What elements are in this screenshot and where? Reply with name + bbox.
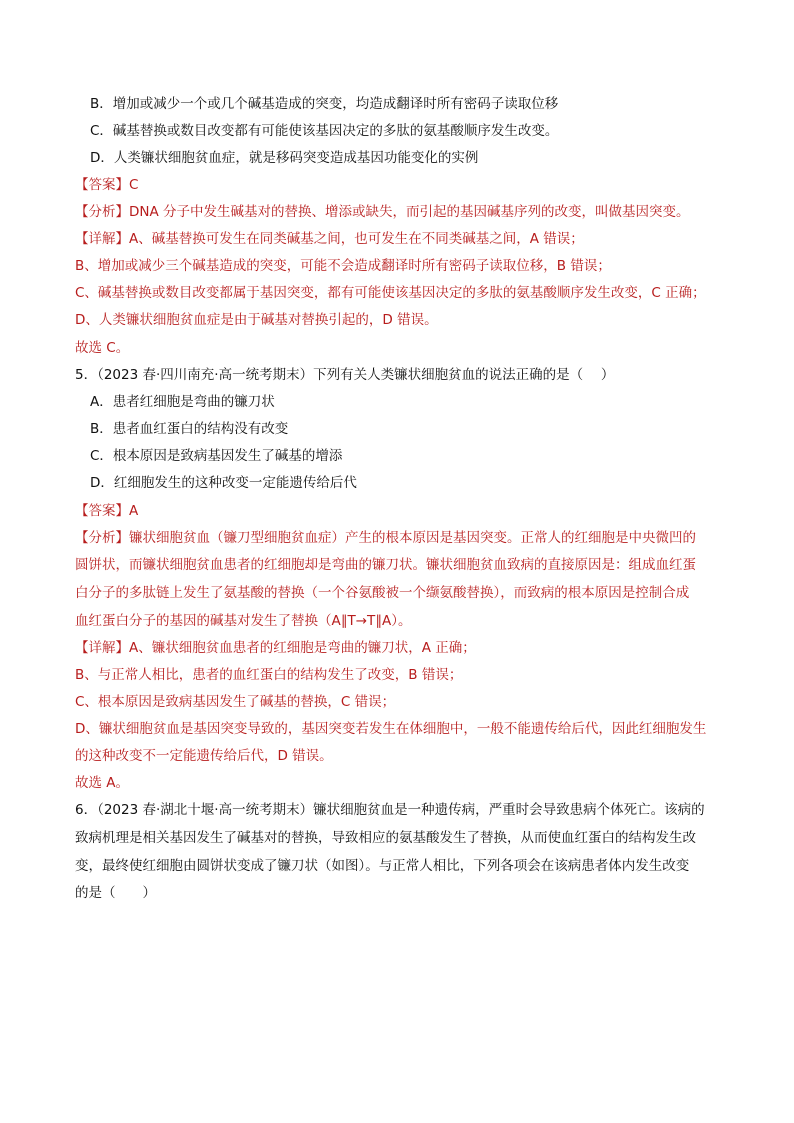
q5-option-c: C．根本原因是致病基因发生了碱基的增添 xyxy=(90,448,343,464)
q4-detail-d: D、人类镰状细胞贫血症是由于碱基对替换引起的，D 错误。 xyxy=(75,312,438,328)
q5-option-b: B．患者血红蛋白的结构没有改变 xyxy=(90,421,289,437)
analysis-text: 镰状细胞贫血（镰刀型细胞贫血症）产生的根本原因是基因突变。正常人的红细胞是中央微凹的 xyxy=(129,530,696,546)
detail-tag: 【详解】 xyxy=(75,640,129,656)
q5-stem: 5．（2023 春·四川南充·高一统考期末）下列有关人类镰状细胞贫血的说法正确的是（ ） xyxy=(75,367,615,383)
analysis-text: DNA 分子中发生碱基对的替换、增添或缺失，而引起的基因碱基序列的改变，叫做基因突变。 xyxy=(129,204,690,220)
answer-value: A xyxy=(129,503,139,519)
q4-option-c: C．碱基替换或数目改变都有可能使该基因决定的多肽的氨基酸顺序发生改变。 xyxy=(90,123,559,139)
q4-option-d: D．人类镰状细胞贫血症，就是移码突变造成基因功能变化的实例 xyxy=(90,150,479,166)
detail-text: A、镰状细胞贫血患者的红细胞是弯曲的镰刀状，A 正确； xyxy=(129,640,476,656)
detail-tag: 【详解】 xyxy=(75,231,129,247)
q4-detail-c: C、碱基替换或数目改变都属于基因突变，都有可能使该基因决定的多肽的氨基酸顺序发生改变，C 正确； xyxy=(75,285,706,301)
q4-detail-a xyxy=(75,229,724,249)
q5-detail-d-2: 的这种改变不一定能遗传给后代，D 错误。 xyxy=(75,748,333,764)
answer-value: C xyxy=(129,177,139,193)
q5-detail-d-1: D、镰状细胞贫血是基因突变导致的，基因突变若发生在体细胞中，一般不能遗传给后代，因此红细胞发生 xyxy=(75,721,707,737)
answer-tag: 【答案】 xyxy=(75,503,129,519)
q4-detail-b: B、增加或减少三个碱基造成的突变，可能不会造成翻译时所有密码子读取位移，B 错误； xyxy=(75,258,611,274)
answer-tag: 【答案】 xyxy=(75,177,129,193)
q6-stem-4: 的是（ ） xyxy=(75,885,156,901)
q4-answer xyxy=(75,175,724,195)
q5-analysis-4: 血红蛋白分子的基因的碱基对发生了替换（A∥T→T∥A）。 xyxy=(75,613,412,629)
q5-answer xyxy=(75,501,724,521)
q4-analysis xyxy=(75,202,724,222)
q4-option-b: B．增加或减少一个或几个碱基造成的突变，均造成翻译时所有密码子读取位移 xyxy=(90,96,559,112)
detail-text: A、碱基替换可发生在同类碱基之间，也可发生在不同类碱基之间，A 错误； xyxy=(129,231,584,247)
q5-option-a: A．患者红细胞是弯曲的镰刀状 xyxy=(90,394,275,410)
analysis-tag: 【分析】 xyxy=(75,530,129,546)
q5-conclusion: 故选 A。 xyxy=(75,775,130,791)
q5-analysis-1 xyxy=(75,528,724,548)
q5-detail-a xyxy=(75,638,724,658)
q6-stem-1: 6．（2023 春·湖北十堰·高一统考期末）镰状细胞贫血是一种遗传病，严重时会导致患病个体死亡。该病的 xyxy=(75,802,705,818)
q6-stem-3: 变，最终使红细胞由圆饼状变成了镰刀状（如图）。与正常人相比，下列各项会在该病患者体内发生改变 xyxy=(75,858,690,874)
q5-detail-b: B、与正常人相比，患者的血红蛋白的结构发生了改变，B 错误； xyxy=(75,667,463,683)
analysis-tag: 【分析】 xyxy=(75,204,129,220)
q4-conclusion: 故选 C。 xyxy=(75,340,130,356)
q5-analysis-3: 白分子的多肽链上发生了氨基酸的替换（一个谷氨酸被一个缬氨酸替换），而致病的根本原因是控制合成 xyxy=(75,585,690,601)
q6-stem-2: 致病机理是相关基因发生了碱基对的替换，导致相应的氨基酸发生了替换，从而使血红蛋白的结构发生改 xyxy=(75,830,696,846)
q5-detail-c: C、根本原因是致病基因发生了碱基的替换，C 错误； xyxy=(75,694,396,710)
q5-option-d: D．红细胞发生的这种改变一定能遗传给后代 xyxy=(90,475,357,491)
q5-analysis-2: 圆饼状，而镰状细胞贫血患者的红细胞却是弯曲的镰刀状。镰状细胞贫血致病的直接原因是：组成血红蛋 xyxy=(75,557,696,573)
